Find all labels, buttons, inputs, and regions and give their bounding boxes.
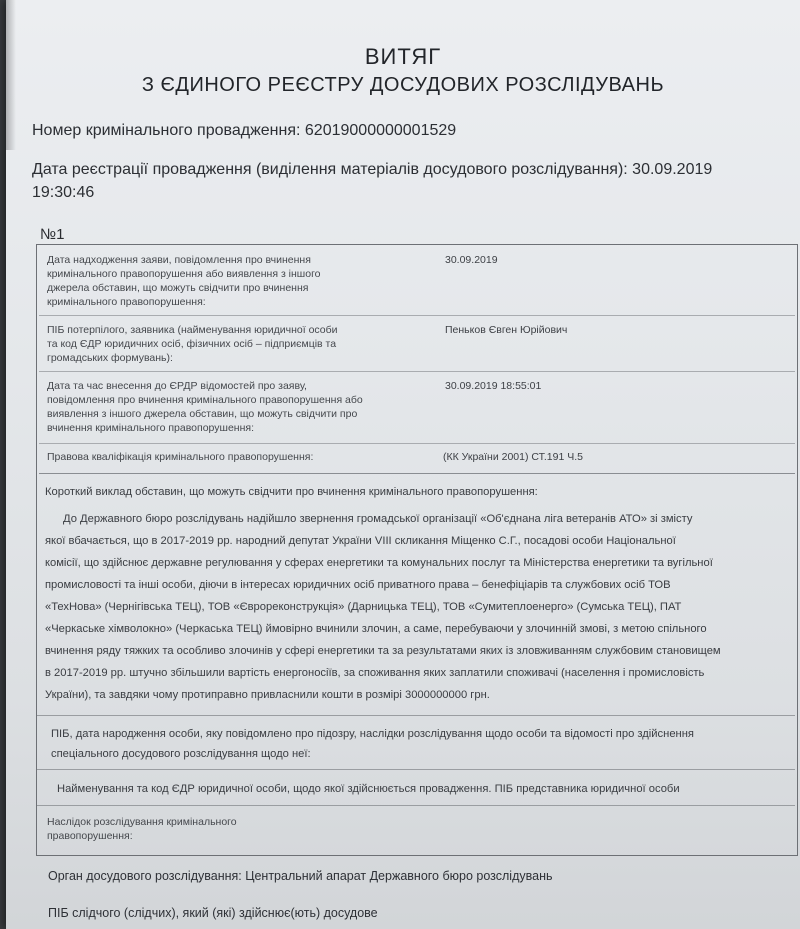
investigation-organ: Орган досудового розслідування: Центральний апарат Державного бюро розслідувань [48,869,553,883]
section-divider [37,715,795,716]
registration-date: Дата реєстрації провадження (виділення матеріалів досудового розслідування): 30.09.2019 [32,161,713,178]
consequences-label: Наслідок розслідування кримінального правопорушення: [47,816,237,842]
info-table [39,247,795,474]
row-label-victim: ПІБ потерпілого, заявника (найменування юридичної особи та код ЄДР юридичних осіб, фізичних осіб – підприємців та громадських формувань): [47,324,338,364]
summary-heading: Короткий виклад обставин, що можуть свідчити про вчинення кримінального правопорушення: [45,486,538,498]
case-number: Номер кримінального провадження: 62019000000001529 [32,122,457,139]
suspect-line: спеціального досудового розслідування щодо неї: [51,748,311,760]
row-label-application-date: Дата надходження заяви, повідомлення про вчинення кримінального правопорушення або виявлення з іншого джерела обставин, що можуть свідчити про вчинення кримінального правопорушення: [47,254,321,308]
row-value-entry-datetime: 30.09.2019 18:55:01 [445,380,542,392]
summary-line: «ТехНова» (Чернігівська ТЕЦ), ТОВ «Єврореконструкція» (Дарницька ТЕЦ), ТОВ «Сумитеплоенерго» (Сумська ТЕЦ), ПАТ [45,601,682,613]
summary-line: якої вбачається, що в 2017-2019 рр. народний депутат України VIII скликання Міщенко С.Г., посадові особи Національної [45,535,676,547]
row-divider [39,371,795,372]
legal-entity-line: Найменування та код ЄДР юридичної особи, щодо якої здійснюється провадження. ПІБ представника юридичної особи [57,783,680,795]
section-divider [37,769,795,770]
summary-line: України), та завдяки чому протиправно привласнили кошти в розмірі 3000000000 грн. [45,689,490,701]
summary-line: До Державного бюро розслідувань надійшло звернення громадської організації «Об'єднана ліга ветеранів АТО» зі змісту [63,513,693,525]
summary-line: «Черкаське хімволокно» (Черкаська ТЕЦ) ймовірно вчинили злочин, а саме, перебуваючи у злочинній змові, з метою спільного [45,623,707,635]
summary-line: вчинення ряду тяжких та особливо злочинів у сфері енергетики та за результатами яких із зловживанням службовим становищем [45,645,721,657]
row-label-entry-datetime: Дата та час внесення до ЄРДР відомостей про заяву, повідомлення про вчинення кримінального правопорушення або виявлення з іншого джерела обставин, що можуть свідчити про вчинення кримінального правопорушення: [47,380,363,434]
row-value-qualification: (КК України 2001) СТ.191 Ч.5 [443,451,583,463]
row-divider [39,443,795,444]
row-value-victim: Пеньков Євген Юрійович [445,324,568,336]
summary-line: комісії, що здійснює державне регулювання у сферах енергетики та комунальних послуг та Міністерства енергетики та вугільної [45,557,713,569]
record-number: №1 [40,226,65,243]
document-subtitle: З ЄДИНОГО РЕЄСТРУ ДОСУДОВИХ РОЗСЛІДУВАНЬ [141,74,665,96]
record-box [36,244,798,856]
suspect-line: ПІБ, дата народження особи, яку повідомлено про підозру, наслідки розслідування щодо особи та відомості про здійснення [51,728,694,740]
row-label-qualification: Правова кваліфікація кримінального правопорушення: [47,451,314,463]
registration-time: 19:30:46 [32,184,95,201]
summary-line: в 2017-2019 рр. штучно збільшили вартість енергоносіїв, за споживання яких заплатили споживачі (населення і промисловість [45,667,705,679]
row-divider [39,315,795,316]
row-value-application-date: 30.09.2019 [445,254,498,266]
document-sheet [6,0,800,929]
section-divider [37,805,795,806]
summary-line: промисловості та інші особи, діючи в інтересах юридичних осіб приватного права – бенефіціарів та службових осіб ТОВ [45,579,671,591]
document-title: ВИТЯГ [364,44,442,69]
investigator-line: ПІБ слідчого (слідчих), який (які) здійснює(ють) досудове [48,906,378,920]
